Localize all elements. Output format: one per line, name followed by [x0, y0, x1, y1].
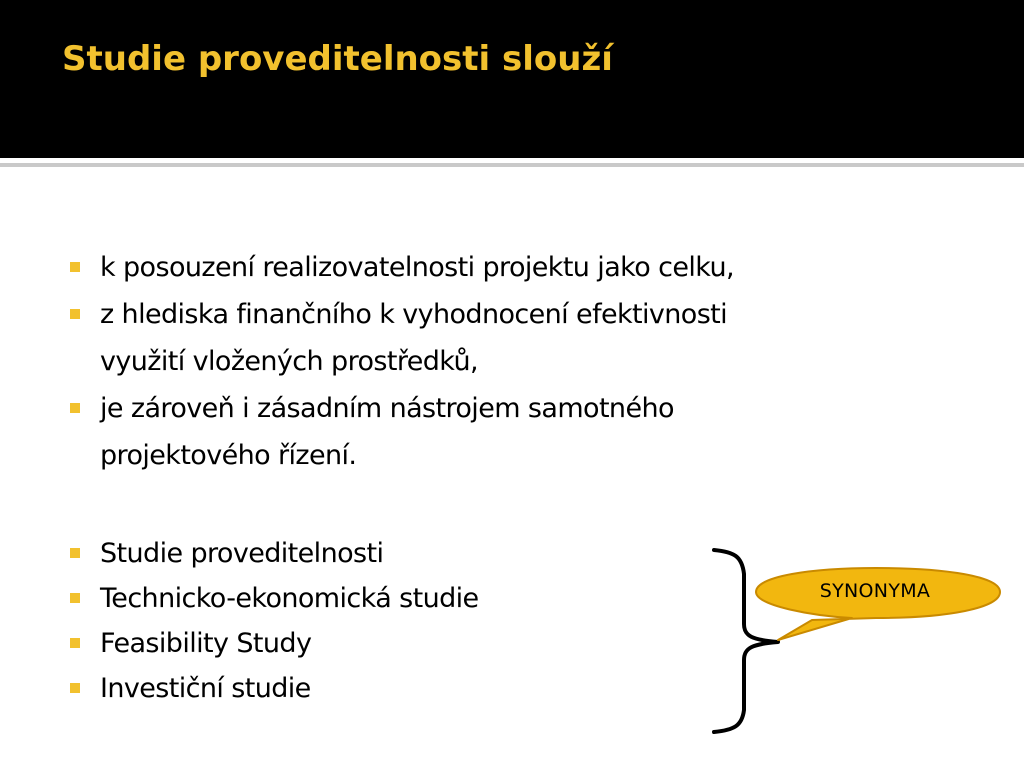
synonym-bullet-list: [64, 531, 684, 711]
bullet-text-continuation: využití vložených prostředků,: [100, 346, 479, 377]
bullet-text: je zároveň i zásadním nástrojem samotného: [100, 393, 674, 424]
square-bullet-icon: [70, 403, 80, 413]
square-bullet-icon: [70, 309, 80, 319]
slide-title: Studie proveditelnosti slouží: [62, 39, 613, 79]
bullet-item: [64, 244, 944, 291]
synonym-text: Technicko-ekonomická studie: [100, 583, 479, 614]
bullet-item: [64, 385, 944, 479]
bullet-text-continuation: projektového řízení.: [100, 440, 357, 471]
primary-bullet-list: [64, 244, 944, 479]
square-bullet-icon: [70, 593, 80, 603]
synonym-item: [64, 576, 684, 621]
header-divider-gray: [0, 163, 1024, 167]
square-bullet-icon: [70, 262, 80, 272]
square-bullet-icon: [70, 548, 80, 558]
synonym-text: Investiční studie: [100, 673, 311, 704]
square-bullet-icon: [70, 638, 80, 648]
square-bullet-icon: [70, 683, 80, 693]
bullet-text: k posouzení realizovatelnosti projektu jako celku,: [100, 252, 734, 283]
synonym-item: [64, 666, 684, 711]
bullet-item: [64, 291, 944, 385]
callout-label: SYNONYMA: [819, 580, 931, 602]
synonym-item: [64, 621, 684, 666]
synonym-text: Studie proveditelnosti: [100, 538, 384, 569]
synonym-item: [64, 531, 684, 576]
synonym-text: Feasibility Study: [100, 628, 312, 659]
bullet-text: z hlediska finančního k vyhodnocení efektivnosti: [100, 299, 728, 330]
